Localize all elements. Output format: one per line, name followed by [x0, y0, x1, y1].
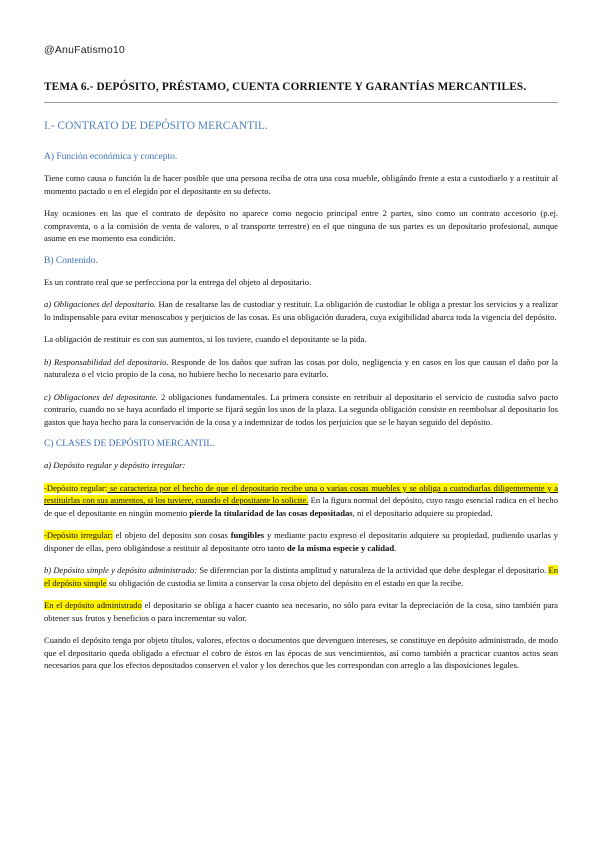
paragraph: Tiene como causa o función la de hacer posible que una persona reciba de otra una cosa mueble, obligándo frente a esta a custodiarlo y a restituir al momento pactado o en el elegido por el depositante en su defecto. — [44, 173, 558, 196]
title-divider — [44, 102, 558, 103]
highlighted-text: En el depósito simple — [44, 565, 558, 588]
item-text: el depositario se obliga a hacer cuanto sea necesario, no sólo para evitar la depreciación de la cosa, sino también para obtener sus frutos y beneficios o para incrementar su valor. — [44, 600, 558, 623]
paragraph — [44, 356, 558, 381]
item-text: el objeto del deposito son cosas — [112, 530, 231, 540]
item-label: a) Obligaciones del depositario. — [44, 299, 157, 309]
item-text: Se diferencian por la distinta amplitud y naturaleza de la actividad que debe desplegar el depositario. — [197, 565, 549, 575]
highlighted-text: En el depósito administrado — [44, 600, 142, 610]
item-text: Responde de los daños que sufran las cosas por dolo, negligencia y en casos en los que causan el daño por la naturaleza o el vicio propio de la cosa, no hubiere hecho lo necesario para evitarlo. — [44, 356, 558, 379]
item-text: , ni el depositario adquiere su propiedad. — [352, 507, 493, 518]
author-handle: @AnuFatismo10 — [44, 44, 125, 56]
bold-text: de la misma especie y calidad — [286, 542, 395, 553]
bold-text: pierde la titularidad de las cosas depositadas — [189, 507, 353, 518]
highlighted-underlined-text: se caracteriza por el hecho de que el depositario recibe una o varias cosas muebles y se obliga a custodiarlas diligentemente y a restituirlas con sus aumentos, si los tuviere, cuando el depositante lo solicite. — [44, 482, 559, 505]
bold-text: fungibles — [230, 530, 265, 540]
subsection-heading-b: B) Contenido. — [44, 255, 98, 266]
item-label: b) Depósito simple y depósito administrado: — [44, 565, 198, 575]
document-body — [44, 119, 558, 682]
item-text: En la figura normal del depósito, cuyo rasgo esencial radica en el hecho de que el depositante en ningún momento — [44, 495, 559, 518]
subsection-heading-c: C) CLASES DE DEPÓSITO MERCANTIL. — [44, 439, 215, 449]
paragraph: La obligación de restituir es con sus aumentos, si los tuviere, cuando el depositante se la pida. — [44, 334, 367, 344]
paragraph — [44, 564, 558, 589]
highlighted-label: -Depósito regular: — [44, 482, 108, 493]
subsection-heading-a: A) Función económica y concepto. — [44, 152, 178, 162]
item-text: . — [394, 542, 397, 553]
item-text: y mediante pacto expreso el depositario adquiere su propiedad, pudiendo usarlas y disponer de ellas, pero obligándose a restituir al depositante otro tanto — [44, 530, 558, 553]
paragraph: Es un contrato real que se perfecciona por la entrega del objeto al depositario. — [44, 276, 312, 287]
paragraph: Hay ocasiones en las que el contrato de depósito no aparece como negocio principal entre 2 partes, sino como un contrato accesorio (p.ej. compraventa, o a la comisión de venta de valores, o al transporte terrestre) en el que ninguna de sus partes es un depositario profesional, aunque asume en ese momento esa condición. — [44, 208, 558, 243]
paragraph: Cuando el depósito tenga por objeto títulos, valores, efectos o documentos que devenguen intereses, se constituye en depósito administrado, de modo que el depositario queda obligado a efectuar el cobro de éstos en las épocas de sus vencimientos, así como también a practicar cuantos actos sean necesarios para que los efectos depositados conserven el valor y los derechos que les correspondan con arreglo a las disposiciones legales. — [44, 635, 558, 670]
paragraph — [44, 482, 558, 520]
sub-heading: a) Depósito regular y depósito irregular: — [44, 460, 186, 470]
highlighted-label: -Depósito irregular: — [44, 530, 113, 540]
section-heading: I.- CONTRATO DE DEPÓSITO MERCANTIL. — [44, 120, 268, 132]
paragraph — [44, 298, 558, 323]
paragraph — [44, 599, 558, 624]
item-text: Han de resaltarse las de custodiar y restituir. La obligación de custodiar le obliga a prestar los servicios y a realizar lo indispensable para evitar menoscabos y perjuicios de las cosas. Es una obligación duradera, cuya exigibilidad abarca toda la vigencia del depósito. — [44, 299, 558, 322]
item-text: 2 obligaciones fundamentales. La primera consiste en retribuir al depositario el servicio de custodia salvo pacto contrario, cuando no se haya acordado el importe se fijará según los usos de la plaza. La segunda obligación consiste en reembolsar al depositario los gastos que haya hecho para la conservación de la cosa y a indemnizar de todos los perjuicios que se le hayan seguido del depósito. — [44, 391, 558, 427]
item-label: c) Obligaciones del depositante. — [44, 391, 158, 402]
chapter-title: TEMA 6.- DEPÓSITO, PRÉSTAMO, CUENTA CORRIENTE Y GARANTÍAS MERCANTILES. — [44, 81, 527, 93]
paragraph — [44, 529, 558, 554]
paragraph — [44, 391, 558, 429]
item-text: su obligación de custodia se limita a conservar la cosa objeto del depósito en el estado en que la recibe. — [106, 577, 464, 588]
item-label: b) Responsabilidad del depositario. — [44, 356, 169, 367]
